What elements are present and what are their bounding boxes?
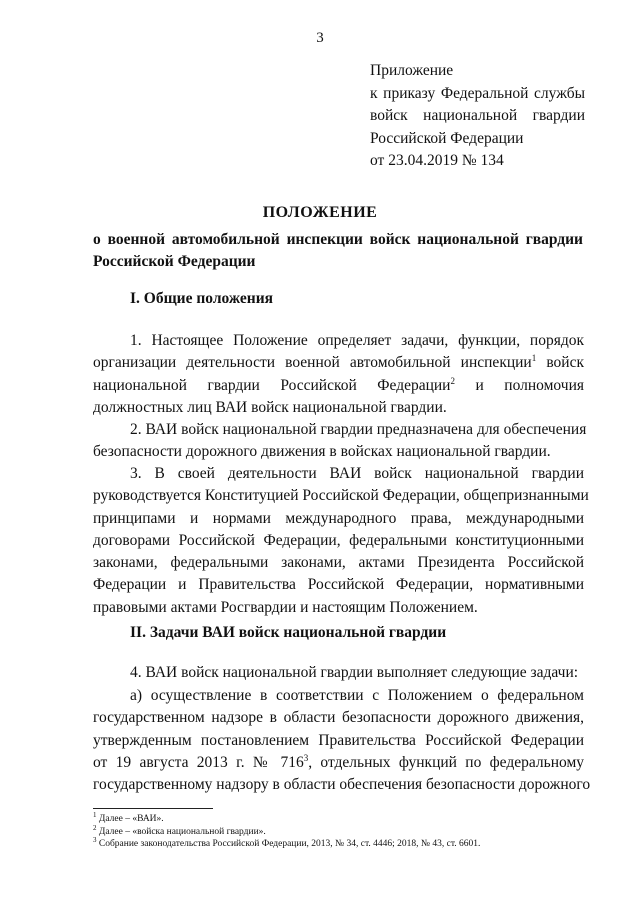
text-line: безопасности дорожного движения в войсках национальной гвардии.	[93, 443, 551, 461]
text-fragment: и полномочия	[454, 376, 584, 394]
text-line: правовыми актами Росгвардии и настоящим Положением.	[93, 598, 478, 616]
document-subtitle	[93, 229, 583, 273]
text-fragment: национальной гвардии Российской Федерации	[93, 376, 451, 394]
page-number: 3	[316, 30, 324, 46]
footnote-number: 1	[93, 810, 97, 819]
text-fragment: , отдельных функций по федеральному	[308, 753, 585, 771]
appendix-line: Российской Федерации	[370, 129, 524, 147]
text-line: государственному надзору в области обеспечения безопасности дорожного	[93, 776, 591, 794]
section-heading: II. Задачи ВАИ войск национальной гвардии	[130, 624, 447, 641]
text-fragment: войск	[536, 354, 584, 372]
footnote-ref: 2	[450, 375, 455, 386]
footnotes	[93, 810, 593, 851]
text-line	[93, 752, 584, 774]
footnote-number: 2	[93, 823, 97, 832]
paragraph-2	[93, 419, 587, 464]
text-line: законами, федеральными законами, актами Президента Российской	[93, 554, 584, 572]
text-line: Федерации и Правительства Российской Федерации, нормативными	[93, 576, 584, 594]
paragraph-3	[93, 463, 589, 619]
text-line: 3. В своей деятельности ВАИ войск национальной гвардии	[130, 465, 584, 482]
text-line: принципами и нормами международного права, международными	[93, 509, 584, 527]
footnote-ref: 3	[303, 752, 309, 763]
footnote	[93, 810, 593, 826]
footnote	[93, 835, 593, 851]
appendix-line: к приказу Федеральной службы	[370, 84, 585, 102]
section-heading: I. Общие положения	[130, 290, 274, 307]
appendix-line: от 23.04.2019 № 134	[370, 152, 504, 169]
text-line: должностных лиц ВАИ войск национальной гвардии.	[93, 398, 447, 416]
text-line: 4. ВАИ войск национальной гвардии выполняет следующие задачи:	[130, 664, 579, 681]
subtitle-line: Российской Федерации	[93, 253, 256, 270]
footnote-text: Далее – «ВАИ».	[96, 814, 164, 824]
paragraph-4a	[93, 685, 591, 796]
footnote-divider	[93, 808, 213, 809]
footnote-text: Далее – «войска национальной гвардии».	[96, 826, 266, 837]
text-line: а) осуществление в соответствии с Положением о федеральном	[130, 687, 584, 704]
footnote-text: Собрание законодательства Российской Федерации, 2013, № 34, ст. 4446; 2018, № 43, ст. 6601.	[96, 839, 481, 849]
text-line	[93, 375, 584, 397]
text-line: 2. ВАИ войск национальной гвардии предназначена для обеспечения	[130, 421, 587, 438]
text-line: государственном надзоре в области безопасности дорожного движения,	[93, 709, 584, 727]
appendix-line: Приложение	[370, 62, 454, 79]
text-line: 1. Настоящее Положение определяет задачи, функции, порядок	[130, 332, 584, 349]
footnote	[93, 823, 593, 839]
text-fragment: организации деятельности военной автомобильной инспекции	[93, 354, 532, 372]
appendix-line: войск национальной гвардии	[370, 107, 585, 124]
paragraph-1	[93, 330, 584, 419]
footnote-ref: 1	[531, 353, 537, 364]
text-line: утвержденным постановлением Правительства Российской Федерации	[93, 731, 584, 749]
footnote-number: 3	[93, 835, 97, 844]
paragraph-4	[93, 662, 584, 684]
document-title: ПОЛОЖЕНИЕ	[262, 204, 378, 221]
text-fragment: от 19 августа 2013 г. № 716	[93, 753, 304, 771]
subtitle-line: о военной автомобильной инспекции войск национальной гвардии	[93, 231, 583, 248]
text-line	[93, 352, 584, 374]
text-line: руководствуется Конституцией Российской Федерации, общепризнанными	[93, 487, 589, 505]
appendix-header	[370, 60, 585, 173]
text-line: договорами Российской Федерации, федеральными конституционными	[93, 531, 584, 549]
